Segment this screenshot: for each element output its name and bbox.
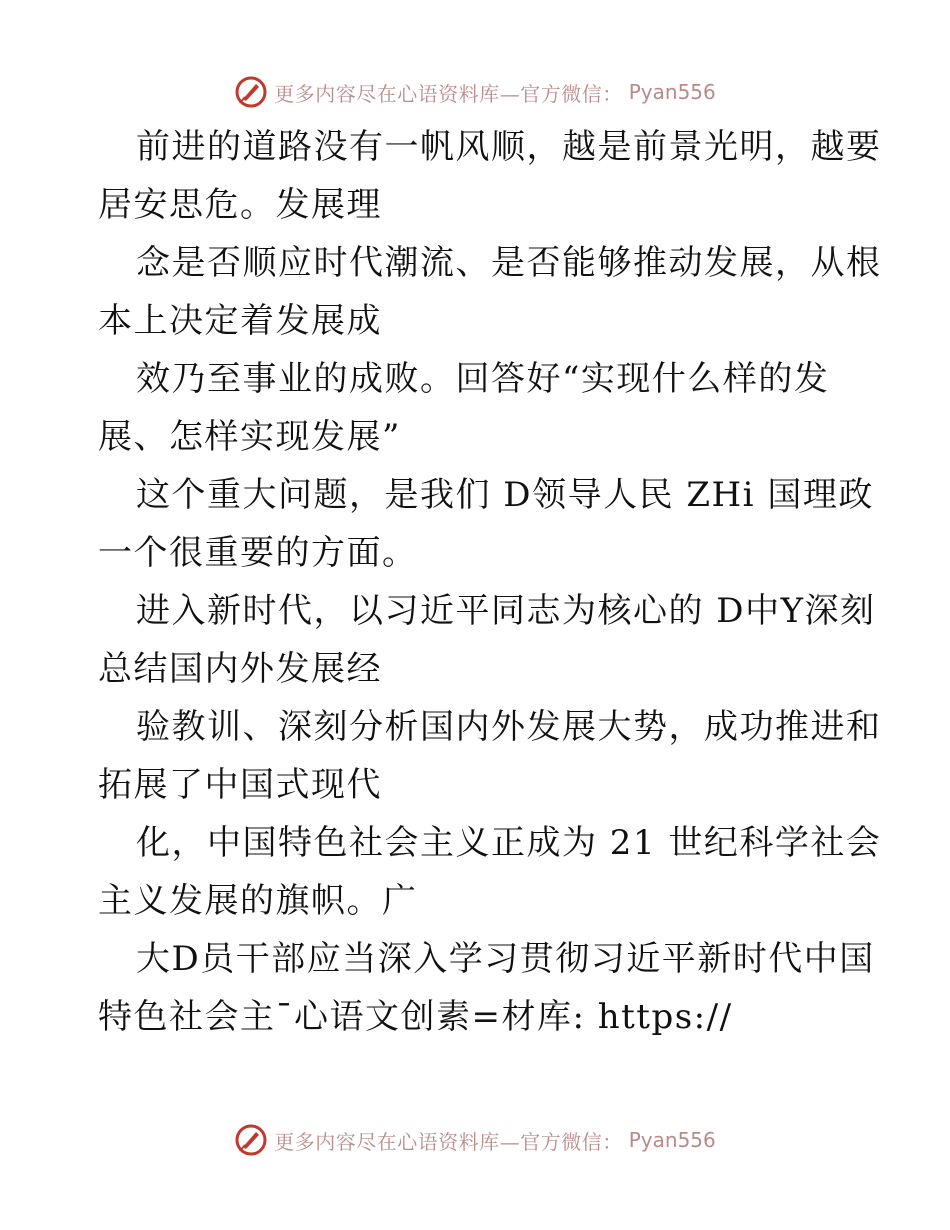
paragraph-line: 特色社会主¯心语文创素=材库: https:// <box>98 997 733 1037</box>
paragraph-line: 大D员干部应当深入学习贯彻习近平新时代中国 <box>136 939 875 979</box>
paragraph <box>98 466 878 582</box>
paragraph-line: 总结国内外发展经 <box>98 649 382 689</box>
paragraph <box>98 814 882 930</box>
footer-watermark <box>0 1120 950 1160</box>
paragraph <box>98 350 878 466</box>
paragraph-line: 主义发展的旗帜。广 <box>98 881 418 921</box>
paragraph-line: 化，中国特色社会主义正成为 21 世纪科学社会 <box>136 823 882 863</box>
document-body <box>98 118 882 1046</box>
paragraph-line: 本上决定着发展成 <box>98 301 382 341</box>
paragraph-line: 前进的道路没有一帆风顺，越是前景光明，越要 <box>136 127 882 167</box>
watermark-wechat-id: Pyan556 <box>628 1128 716 1152</box>
paragraph-line: 展、怎样实现发展” <box>98 417 401 457</box>
paragraph-line: 效乃至事业的成败。回答好“实现什么样的发 <box>136 359 830 399</box>
watermark-text: 更多内容尽在心语资料库—官方微信： <box>274 81 623 106</box>
paragraph-line: 一个很重要的方面。 <box>98 533 418 573</box>
quill-logo-icon <box>234 1123 268 1157</box>
paragraph-line: 这个重大问题，是我们 D领导人民 ZHi 国理政 <box>136 475 874 515</box>
quill-logo-icon <box>234 75 268 109</box>
watermark-text: 更多内容尽在心语资料库—官方微信： <box>274 1129 623 1154</box>
paragraph <box>98 118 882 234</box>
paragraph-line: 拓展了中国式现代 <box>98 765 382 805</box>
watermark-wechat-id: Pyan556 <box>628 80 716 104</box>
header-watermark <box>0 72 950 112</box>
paragraph-line: 念是否顺应时代潮流、是否能够推动发展，从根 <box>136 243 882 283</box>
paragraph <box>98 582 878 698</box>
paragraph <box>98 930 878 1046</box>
paragraph <box>98 234 882 350</box>
paragraph-line: 进入新时代，以习近平同志为核心的 D中Y深刻 <box>136 591 876 631</box>
paragraph <box>98 698 882 814</box>
paragraph-line: 验教训、深刻分析国内外发展大势，成功推进和 <box>136 707 882 747</box>
paragraph-line: 居安思危。发展理 <box>98 185 382 225</box>
